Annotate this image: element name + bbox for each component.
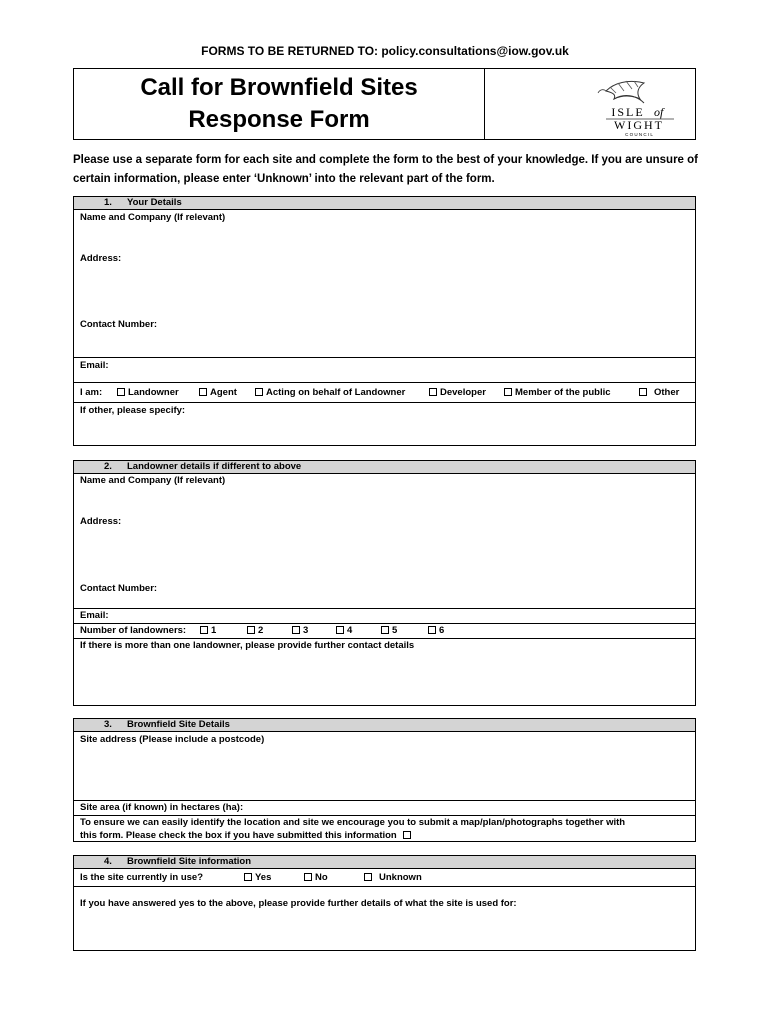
checkbox[interactable] bbox=[199, 388, 207, 396]
section-3-title: Brownfield Site Details bbox=[127, 719, 230, 730]
checkbox[interactable] bbox=[504, 388, 512, 396]
landowner-contact-label: Contact Number: bbox=[80, 583, 158, 594]
row-divider bbox=[74, 815, 695, 816]
logo-council: C O U N C I L bbox=[625, 132, 653, 137]
row-divider bbox=[74, 886, 695, 887]
logo-wight: WIGHT bbox=[614, 118, 664, 132]
more-landowners-input[interactable] bbox=[74, 654, 695, 705]
site-in-use-label: Is the site currently in use? bbox=[80, 872, 204, 883]
section-1-number: 1. bbox=[104, 197, 112, 208]
section-1-header bbox=[74, 197, 695, 210]
landowner-email-label: Email: bbox=[80, 610, 109, 621]
option-member-of-public[interactable]: Member of the public bbox=[504, 387, 611, 398]
site-address-label: Site address (Please include a postcode) bbox=[80, 734, 265, 745]
name-company-input[interactable] bbox=[74, 225, 695, 255]
checkbox[interactable] bbox=[639, 388, 647, 396]
section-landowner-details bbox=[73, 460, 696, 706]
option-other[interactable]: Other bbox=[639, 387, 679, 398]
section-4-title: Brownfield Site information bbox=[127, 856, 252, 867]
address-label: Address: bbox=[80, 253, 122, 264]
landowner-name-label: Name and Company (If relevant) bbox=[80, 475, 226, 486]
checkbox[interactable] bbox=[364, 873, 372, 881]
section-brownfield-site-information bbox=[73, 855, 696, 951]
map-submission-text-line1: To ensure we can easily identify the location and site we encourage you to submit a map/plan/photographs together with bbox=[80, 817, 626, 828]
i-am-row bbox=[74, 383, 695, 400]
checkbox[interactable] bbox=[336, 626, 344, 634]
map-submitted-checkbox[interactable] bbox=[403, 831, 411, 839]
checkbox[interactable] bbox=[247, 626, 255, 634]
return-address-notice: FORMS TO BE RETURNED TO: policy.consultations@iow.gov.uk bbox=[201, 44, 569, 58]
map-submission-text-line2: this form. Please check the box if you have submitted this information bbox=[80, 830, 414, 841]
header-divider bbox=[484, 69, 485, 139]
checkbox[interactable] bbox=[117, 388, 125, 396]
landowner-contact-input[interactable] bbox=[74, 597, 695, 607]
form-header bbox=[73, 68, 696, 140]
option-acting-on-behalf[interactable]: Acting on behalf of Landowner bbox=[255, 387, 405, 398]
address-input[interactable] bbox=[74, 267, 695, 317]
section-brownfield-site-details bbox=[73, 718, 696, 842]
row-divider bbox=[74, 402, 695, 403]
checkbox[interactable] bbox=[292, 626, 300, 634]
site-use-details-label: If you have answered yes to the above, please provide further details of what the site is used for: bbox=[80, 898, 517, 909]
section-1-title: Your Details bbox=[127, 197, 182, 208]
checkbox[interactable] bbox=[244, 873, 252, 881]
checkbox[interactable] bbox=[304, 873, 312, 881]
intro-text: Please use a separate form for each site and complete the form to the best of your knowledge. If you are unsure of certain information, please enter ‘Unknown’ into the relevant part of the form. bbox=[73, 154, 698, 185]
site-in-use-row bbox=[74, 870, 695, 885]
section-3-number: 3. bbox=[104, 719, 112, 730]
logo-isle: ISLE bbox=[611, 105, 645, 119]
row-divider bbox=[74, 638, 695, 639]
landowners-option-5[interactable]: 5 bbox=[381, 625, 397, 636]
email-input[interactable] bbox=[114, 359, 694, 381]
landowners-option-6[interactable]: 6 bbox=[428, 625, 444, 636]
logo-emblem-icon bbox=[598, 81, 644, 103]
section-3-header bbox=[74, 719, 695, 732]
checkbox[interactable] bbox=[255, 388, 263, 396]
form-title-line1: Call for Brownfield Sites bbox=[140, 74, 418, 101]
section-2-header bbox=[74, 461, 695, 474]
name-company-label: Name and Company (If relevant) bbox=[80, 212, 226, 223]
row-divider bbox=[74, 357, 695, 358]
landowners-option-3[interactable]: 3 bbox=[292, 625, 308, 636]
landowner-email-input[interactable] bbox=[114, 609, 694, 622]
i-am-label: I am: bbox=[80, 387, 103, 398]
site-area-label: Site area (if known) in hectares (ha): bbox=[80, 802, 244, 813]
contact-number-input[interactable] bbox=[74, 333, 695, 357]
checkbox[interactable] bbox=[381, 626, 389, 634]
in-use-option-yes[interactable]: Yes bbox=[244, 872, 271, 883]
other-specify-input[interactable] bbox=[74, 419, 695, 445]
number-of-landowners-label: Number of landowners: bbox=[80, 625, 187, 636]
section-2-title: Landowner details if different to above bbox=[127, 461, 302, 472]
contact-number-label: Contact Number: bbox=[80, 319, 158, 330]
landowner-address-input[interactable] bbox=[74, 529, 695, 581]
landowners-option-4[interactable]: 4 bbox=[336, 625, 352, 636]
form-title bbox=[74, 69, 484, 139]
landowners-option-1[interactable]: 1 bbox=[200, 625, 216, 636]
site-use-details-input[interactable] bbox=[74, 912, 695, 950]
in-use-option-no[interactable]: No bbox=[304, 872, 328, 883]
number-of-landowners-row bbox=[74, 624, 695, 638]
section-4-number: 4. bbox=[104, 856, 112, 867]
checkbox[interactable] bbox=[200, 626, 208, 634]
email-label: Email: bbox=[80, 360, 109, 371]
in-use-option-unknown[interactable]: Unknown bbox=[364, 872, 422, 883]
form-title-line2: Response Form bbox=[188, 106, 370, 133]
section-2-number: 2. bbox=[104, 461, 112, 472]
option-landowner[interactable]: Landowner bbox=[117, 387, 179, 398]
section-4-header bbox=[74, 856, 695, 869]
other-specify-label: If other, please specify: bbox=[80, 405, 186, 416]
option-agent[interactable]: Agent bbox=[199, 387, 237, 398]
site-area-input[interactable] bbox=[264, 801, 694, 814]
section-your-details bbox=[73, 196, 696, 446]
checkbox[interactable] bbox=[428, 626, 436, 634]
checkbox[interactable] bbox=[429, 388, 437, 396]
option-developer[interactable]: Developer bbox=[429, 387, 486, 398]
more-landowners-label: If there is more than one landowner, please provide further contact details bbox=[80, 640, 415, 651]
isle-of-wight-council-logo bbox=[544, 73, 694, 137]
landowner-address-label: Address: bbox=[80, 516, 122, 527]
landowners-option-2[interactable]: 2 bbox=[247, 625, 263, 636]
landowner-name-input[interactable] bbox=[74, 489, 695, 517]
site-address-input[interactable] bbox=[74, 748, 695, 800]
logo-of: of bbox=[654, 105, 664, 119]
